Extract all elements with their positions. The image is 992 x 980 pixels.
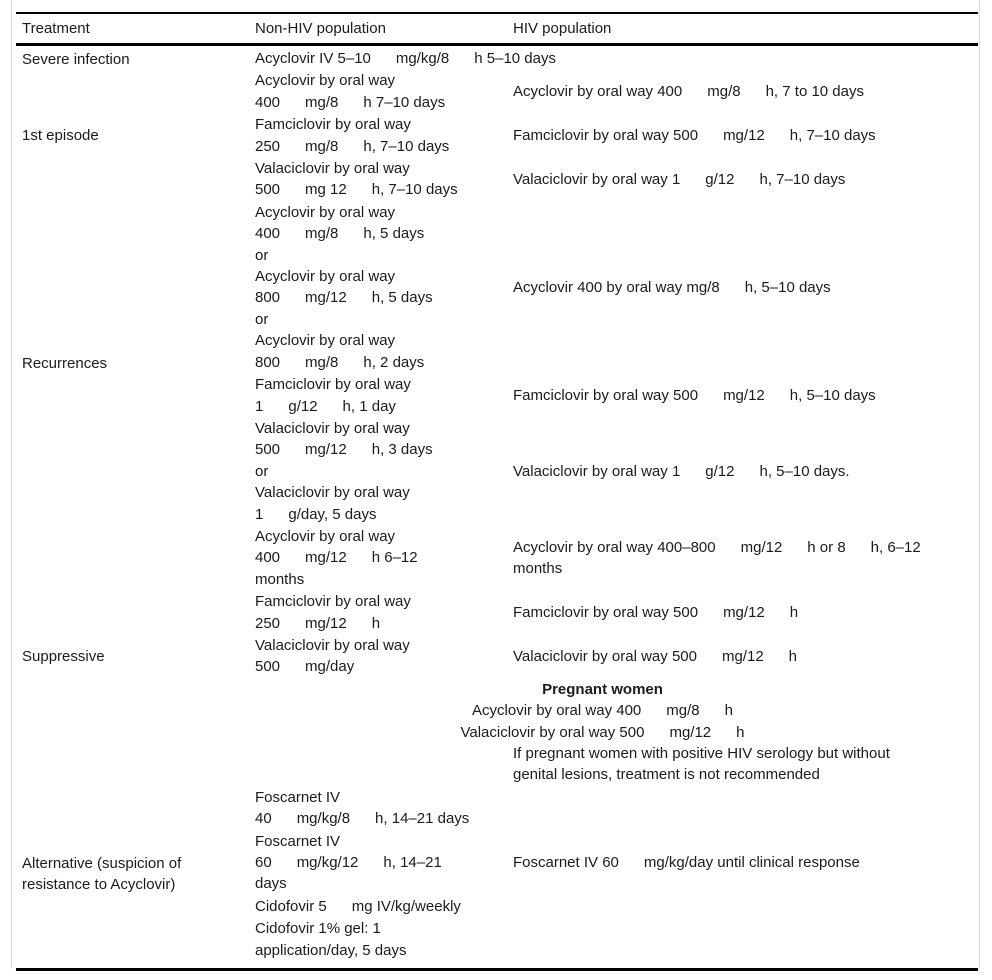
cell-line: Famciclovir by oral way: [255, 593, 411, 611]
group-severe-infection: [16, 48, 978, 70]
cell-line: Acyclovir by oral way: [255, 203, 396, 221]
cell-line: 60 mg/kg/12 h, 14–21: [255, 854, 442, 872]
cell-line: Valaciclovir by oral way: [255, 160, 410, 178]
hiv-cell: [513, 385, 978, 406]
cell-line: Acyclovir by oral way: [255, 268, 396, 286]
page-edge-line-right: [979, 0, 980, 969]
group-alternative: [16, 787, 978, 962]
group-body: [255, 202, 978, 526]
hiv-cell: [513, 852, 978, 873]
cell-line: Acyclovir by oral way: [255, 527, 396, 545]
group-suppressive: [16, 526, 978, 787]
cell-line: Acyclovir by oral way 400 mg/8 h: [472, 702, 733, 720]
cell-line: Valaciclovir by oral way 500 mg/12 h: [460, 723, 745, 741]
non-hiv-cell: [255, 374, 513, 417]
cell-line: 800 mg/8 h, 2 days: [255, 353, 425, 371]
non-hiv-cell: [255, 418, 513, 525]
pregnant-women-section-title: [255, 679, 978, 700]
treatment-table: [16, 12, 978, 971]
cell-line: genital lesions, treatment is not recommended: [513, 766, 820, 784]
non-hiv-cell: [255, 202, 513, 373]
cell-line: Famciclovir by oral way 500 mg/12 h, 5–10 days: [513, 386, 876, 404]
row-label-line: Suppressive: [22, 647, 105, 665]
table-row: [255, 918, 978, 961]
row-label: [16, 70, 255, 201]
cell-line: 800 mg/12 h, 5 days: [255, 289, 433, 307]
group-body: [255, 787, 978, 962]
cell-line: Acyclovir 400 by oral way mg/8 h, 5–10 days: [513, 278, 831, 296]
table-row: [255, 48, 978, 69]
cell-line: or: [255, 246, 269, 264]
table-row: [255, 202, 978, 373]
cell-line: If pregnant women with positive HIV serology but without: [513, 745, 890, 762]
table-row: [255, 114, 978, 157]
cell-line: Valaciclovir by oral way 1 g/12 h, 5–10 days.: [513, 462, 850, 480]
row-label-line: 1st episode: [22, 127, 99, 145]
cell-line: 250 mg/8 h, 7–10 days: [255, 137, 450, 155]
group-body: [255, 48, 978, 70]
non-hiv-cell: [255, 591, 513, 634]
cell-line: 1 g/12 h, 1 day: [255, 397, 396, 415]
cell-line: Valaciclovir by oral way: [255, 419, 410, 437]
non-hiv-cell: [255, 896, 513, 917]
table-row: [255, 743, 978, 786]
table-row: [255, 418, 978, 525]
non-hiv-cell: [255, 158, 513, 201]
cell-line: or: [255, 462, 269, 480]
table-row: [255, 787, 978, 830]
non-hiv-cell: [255, 526, 513, 590]
cell-line: Valaciclovir by oral way: [255, 484, 410, 502]
cell-line: 500 mg/day: [255, 658, 355, 676]
hiv-cell: [513, 169, 978, 190]
table-header-row: [16, 14, 978, 46]
table-row: [255, 374, 978, 417]
row-label: [16, 202, 255, 526]
section-title-line: Pregnant women: [542, 680, 663, 698]
span-cell: [255, 48, 978, 69]
table-body: [16, 46, 978, 968]
cell-line: Famciclovir by oral way: [255, 376, 411, 394]
header-non-hiv-population: Non-HIV population: [255, 19, 386, 37]
pregnant-women-rows: [255, 700, 978, 743]
row-label-line: Recurrences: [22, 355, 108, 373]
header-treatment: Treatment: [22, 19, 90, 37]
cell-line: months: [255, 570, 305, 588]
table-row: [255, 591, 978, 634]
non-hiv-cell: [255, 70, 513, 113]
cell-line: Acyclovir IV 5–10 mg/kg/8 h 5–10 days: [255, 50, 556, 67]
non-hiv-cell: [255, 114, 513, 157]
cell-line: Foscarnet IV: [255, 832, 341, 850]
non-hiv-cell: [255, 831, 513, 895]
non-hiv-cell: [255, 787, 513, 830]
group-recurrences: [16, 202, 978, 526]
table-row: [255, 635, 978, 678]
hiv-cell: [513, 602, 978, 623]
cell-line: 400 mg/12 h 6–12: [255, 549, 418, 567]
cell-line: Famciclovir by oral way: [255, 116, 411, 134]
hiv-cell: [513, 125, 978, 146]
table-row: [255, 896, 978, 917]
group-body: [255, 70, 978, 201]
group-body: [255, 526, 978, 787]
cell-line: Acyclovir by oral way: [255, 332, 396, 350]
table-row: [255, 158, 978, 201]
header-hiv-population: HIV population: [513, 19, 612, 37]
cell-line: application/day, 5 days: [255, 941, 407, 959]
cell-line: 40 mg/kg/8 h, 14–21 days: [255, 810, 470, 828]
cell-line: Valaciclovir by oral way: [255, 636, 410, 654]
table-row: [255, 831, 978, 895]
cell-line: Cidofovir 5 mg IV/kg/weekly: [255, 897, 461, 915]
cell-line: 400 mg/8 h 7–10 days: [255, 93, 446, 111]
row-label: [16, 526, 255, 787]
row-label-line: Severe infection: [22, 50, 130, 68]
cell-line: 250 mg/12 h: [255, 614, 381, 632]
cell-line: Famciclovir by oral way 500 mg/12 h, 7–10 days: [513, 126, 876, 144]
cell-line: Foscarnet IV: [255, 788, 341, 806]
cell-line: 400 mg/8 h, 5 days: [255, 225, 425, 243]
table-row: [255, 526, 978, 590]
non-hiv-cell: [255, 635, 513, 678]
cell-line: Valaciclovir by oral way 500 mg/12 h: [513, 647, 798, 665]
page-edge-line-left: [11, 0, 12, 969]
cell-line: days: [255, 875, 287, 893]
cell-line: 500 mg/12 h, 3 days: [255, 441, 433, 459]
hiv-cell: [513, 743, 978, 786]
row-label: [16, 48, 255, 70]
cell-line: Valaciclovir by oral way 1 g/12 h, 7–10 days: [513, 170, 846, 188]
cell-line: Acyclovir by oral way 400 mg/8 h, 7 to 10 days: [513, 83, 864, 101]
cell-line: months: [513, 560, 563, 578]
row-label-line: Alternative (suspicion of: [22, 855, 182, 873]
cell-line: Foscarnet IV 60 mg/kg/day until clinical response: [513, 854, 860, 872]
row-label: [16, 787, 255, 962]
table-row: [255, 70, 978, 113]
group-first-episode: [16, 70, 978, 201]
cell-line: Famciclovir by oral way 500 mg/12 h: [513, 603, 799, 621]
hiv-cell: [513, 537, 978, 580]
hiv-cell: [513, 646, 978, 667]
cell-line: Cidofovir 1% gel: 1: [255, 920, 381, 938]
row-label-line: resistance to Acyclovir): [22, 876, 176, 894]
hiv-cell: [513, 81, 978, 102]
cell-line: Acyclovir by oral way 400–800 mg/12 h or 8 h, 6–12: [513, 538, 921, 556]
cell-line: or: [255, 310, 269, 328]
cell-line: 1 g/day, 5 days: [255, 505, 377, 523]
hiv-cell: [513, 277, 978, 298]
cell-line: Acyclovir by oral way: [255, 72, 396, 90]
non-hiv-cell: [255, 918, 513, 961]
hiv-cell: [513, 461, 978, 482]
cell-line: 500 mg 12 h, 7–10 days: [255, 181, 458, 199]
